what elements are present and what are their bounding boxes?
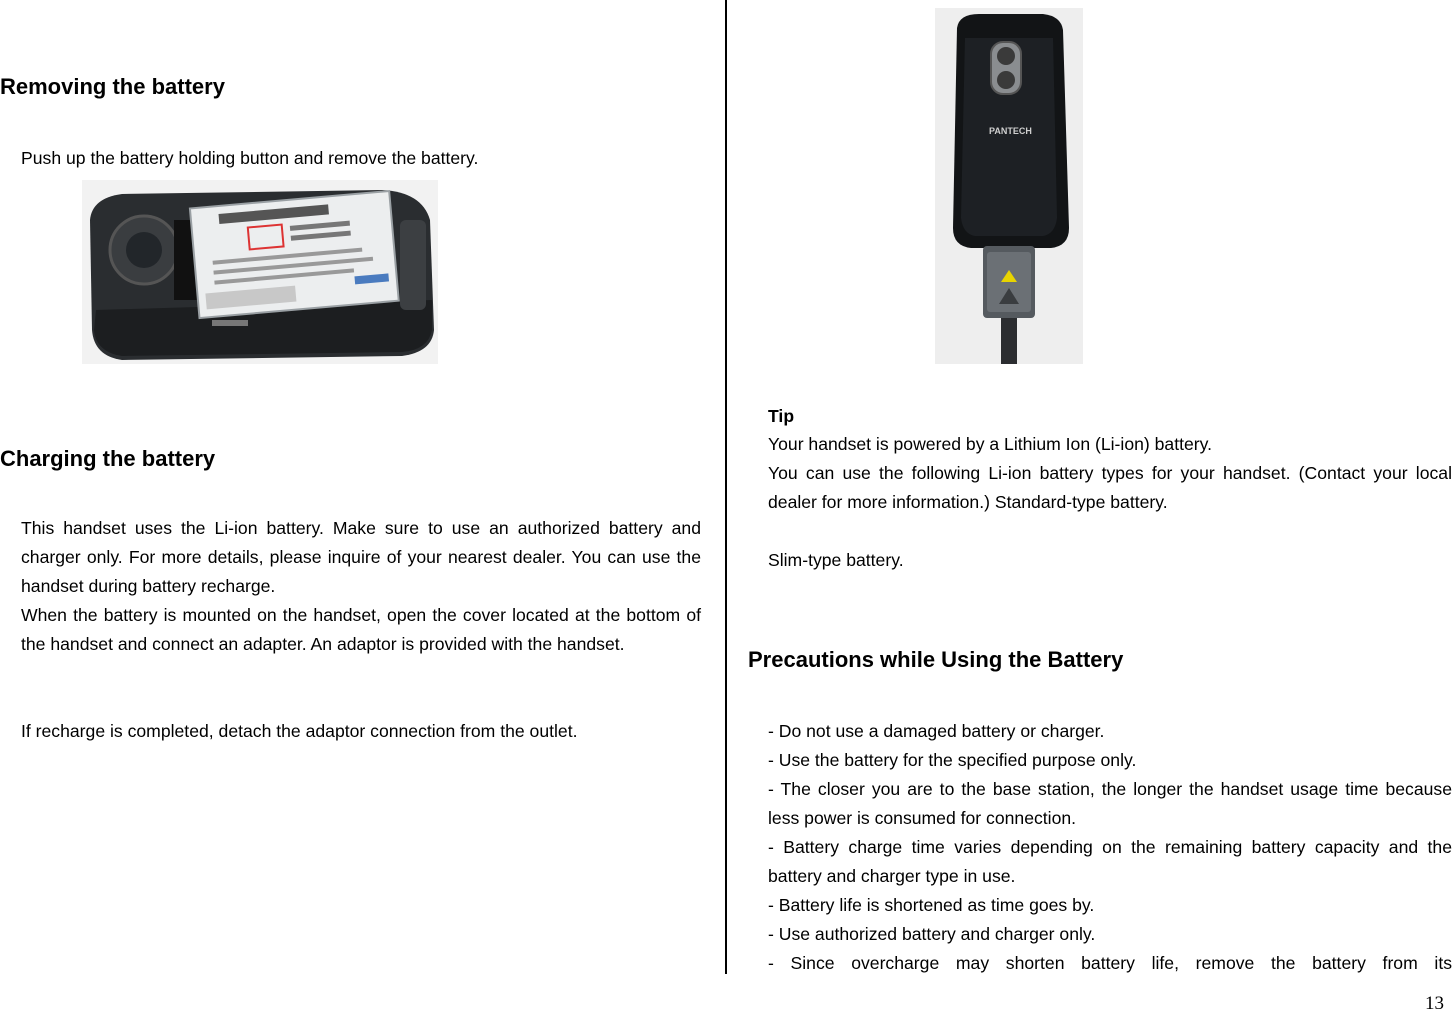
precaution-item: - Do not use a damaged battery or charger. [768, 721, 1105, 741]
charger-connection-photo [935, 8, 1083, 364]
removing-battery-text: Push up the battery holding button and remove the battery. [21, 148, 479, 168]
precaution-item: - Use the battery for the specified purpose only. [768, 750, 1137, 770]
page-number: 13 [1425, 993, 1444, 1014]
precaution-item: - Use authorized battery and charger only. [768, 924, 1096, 944]
precaution-item: - Battery life is shortened as time goes by. [768, 895, 1095, 915]
column-divider [725, 0, 727, 974]
tip-label: Tip [768, 406, 795, 426]
precaution-item: - Battery charge time varies depending on the remaining battery capacity and the battery and charger type in use. [768, 837, 1452, 886]
tip-line-1: Your handset is powered by a Lithium Ion (Li-ion) battery. [768, 434, 1213, 454]
battery-removal-photo [82, 180, 438, 364]
precautions-heading: Precautions while Using the Battery [748, 647, 1124, 672]
pantech-logo: PANTECH [989, 126, 1032, 136]
tip-line-3: Slim-type battery. [768, 550, 904, 570]
charging-battery-heading: Charging the battery [0, 446, 216, 471]
charging-paragraph-1: This handset uses the Li-ion battery. Make sure to use an authorized battery and charger only. For more details, please inquire of your nearest dealer. You can use the handset during battery recharge. [21, 518, 701, 596]
tip-line-2: You can use the following Li-ion battery types for your handset. (Contact your local dealer for more information.) Standard-type battery. [768, 463, 1452, 512]
precaution-item: - Since overcharge may shorten battery life, remove the battery from its [768, 953, 1452, 973]
charging-paragraph-3: If recharge is completed, detach the adaptor connection from the outlet. [21, 721, 578, 741]
precaution-item: - The closer you are to the base station, the longer the handset usage time because less power is consumed for connection. [768, 779, 1452, 828]
removing-battery-heading: Removing the battery [0, 74, 225, 99]
charging-paragraph-2: When the battery is mounted on the handset, open the cover located at the bottom of the handset and connect an adapter. An adaptor is provided with the handset. [21, 605, 701, 654]
